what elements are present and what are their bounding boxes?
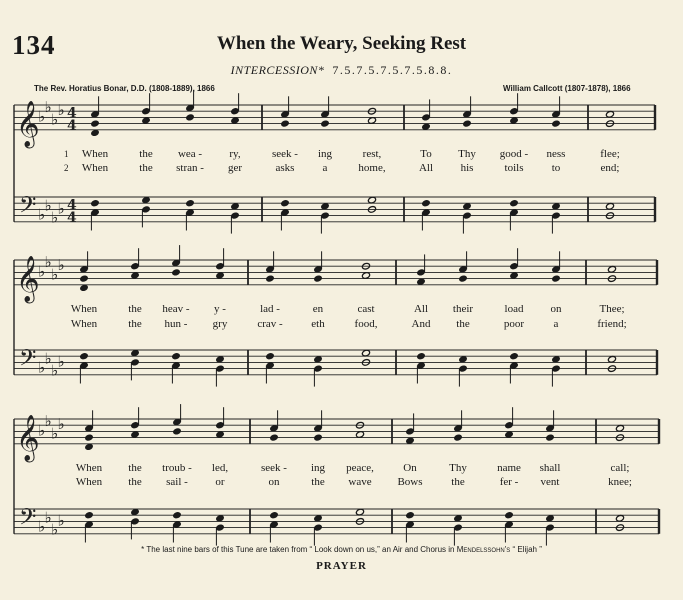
- lyric-syllable: the: [128, 462, 142, 474]
- lyric-syllable: Thee;: [599, 303, 625, 315]
- footnote-work: “ Elijah ”: [512, 545, 542, 554]
- lyric-syllable: Thy: [449, 462, 467, 474]
- note-head: [80, 275, 89, 283]
- note-head: [186, 114, 195, 122]
- lyric-syllable: fer -: [499, 476, 519, 488]
- tune-name: INTERCESSION: [230, 63, 318, 77]
- lyric-syllable: When: [70, 303, 98, 315]
- flat-sign-icon: ♭: [38, 421, 46, 440]
- lyric-syllable: Bows: [397, 476, 423, 488]
- lyric-syllable: the: [128, 318, 142, 330]
- lyric-syllable: food,: [354, 318, 378, 330]
- lyric-syllable: And: [411, 318, 431, 330]
- footnote-text: The last nine bars of this Tune are taken from “ Look down on us,” an Air and Chorus in: [146, 545, 455, 554]
- lyric-syllable: When: [75, 462, 103, 474]
- flat-sign-icon: ♭: [57, 352, 65, 371]
- lyric-syllable: To: [420, 148, 432, 160]
- lyric-syllable: good -: [499, 148, 529, 160]
- note-head: [510, 352, 519, 360]
- lyric-syllable: or: [215, 476, 225, 488]
- note-head: [546, 434, 555, 442]
- note-head: [266, 275, 275, 283]
- note-head: [463, 120, 472, 128]
- lyric-syllable: shall: [539, 462, 561, 474]
- lyric-syllable: en: [312, 303, 324, 315]
- bass-clef-icon: 𝄢: [19, 345, 37, 377]
- note-head: [186, 199, 195, 207]
- flat-sign-icon: ♭: [44, 98, 52, 117]
- lyric-syllable: the: [128, 476, 142, 488]
- flat-sign-icon: ♭: [51, 265, 59, 284]
- lyric-syllable: seek -: [261, 462, 287, 474]
- bass-clef-icon: 𝄢: [19, 504, 37, 536]
- lyric-syllable: friend;: [597, 318, 627, 330]
- lyric-syllable: ness: [546, 148, 566, 160]
- lyric-syllable: stran -: [176, 162, 204, 174]
- verse-number: 2: [64, 163, 69, 173]
- lyric-syllable: All: [413, 303, 429, 315]
- time-signature-bottom: 4: [67, 117, 77, 134]
- flat-sign-icon: ♭: [57, 199, 65, 218]
- lyric-syllable: sail -: [166, 476, 188, 488]
- note-head: [314, 275, 323, 283]
- lyric-syllable: the: [128, 303, 142, 315]
- verse-number: 1: [64, 149, 69, 159]
- note-head: [552, 275, 561, 283]
- lyric-syllable: the: [139, 148, 153, 160]
- note-head: [266, 352, 275, 360]
- lyric-syllable: heav -: [162, 303, 190, 315]
- lyric-syllable: rest,: [362, 148, 382, 160]
- note-head: [406, 511, 415, 519]
- flat-sign-icon: ♭: [44, 253, 52, 272]
- hymn-number: 134: [12, 30, 56, 60]
- lyric-syllable: the: [311, 476, 325, 488]
- flat-sign-icon: ♭: [38, 205, 46, 224]
- lyric-syllable: on: [268, 476, 280, 488]
- note-head: [459, 275, 468, 283]
- note-head: [173, 428, 182, 436]
- time-signature-bottom: 4: [67, 209, 77, 226]
- treble-clef-icon: 𝄞: [16, 414, 40, 461]
- note-head: [172, 269, 181, 277]
- note-head: [417, 352, 426, 360]
- footnote: [0, 545, 683, 554]
- treble-clef-icon: 𝄞: [16, 100, 40, 147]
- lyric-syllable: wea -: [177, 148, 203, 160]
- lyric-syllable: wave: [348, 476, 372, 488]
- note-head: [91, 120, 100, 128]
- note-head: [91, 199, 100, 207]
- flat-sign-icon: ♭: [51, 361, 59, 380]
- lyric-syllable: the: [456, 318, 470, 330]
- flat-sign-icon: ♭: [57, 101, 65, 120]
- lyric-syllable: ing: [310, 462, 326, 474]
- lyric-syllable: On: [403, 462, 417, 474]
- lyric-syllable: When: [70, 318, 98, 330]
- lyric-syllable: cast: [357, 303, 375, 315]
- footnote-composer: Mendelssohn's: [456, 545, 511, 554]
- note-head: [454, 434, 463, 442]
- note-head: [321, 120, 330, 128]
- lyric-syllable: a: [322, 162, 328, 174]
- lyric-syllable: peace,: [346, 462, 374, 474]
- lyric-syllable: vent: [540, 476, 560, 488]
- lyric-syllable: ger: [227, 162, 243, 174]
- time-signature-top: 4: [67, 105, 77, 122]
- lyric-syllable: flee;: [600, 148, 620, 160]
- lyric-syllable: on: [550, 303, 562, 315]
- lyric-syllable: ry,: [229, 148, 241, 160]
- treble-clef-icon: 𝄞: [16, 255, 40, 302]
- flat-sign-icon: ♭: [51, 208, 59, 227]
- lyric-syllable: When: [81, 162, 109, 174]
- note-head: [270, 511, 279, 519]
- lyric-syllable: hun -: [164, 318, 188, 330]
- flat-sign-icon: ♭: [57, 256, 65, 275]
- lyric-syllable: their: [452, 303, 474, 315]
- flat-sign-icon: ♭: [38, 107, 46, 126]
- lyric-syllable: led,: [211, 462, 229, 474]
- lyric-syllable: name: [497, 462, 521, 474]
- lyric-syllable: the: [451, 476, 465, 488]
- lyric-syllable: ing: [317, 148, 333, 160]
- note-head: [281, 120, 290, 128]
- lyric-syllable: lad -: [260, 303, 280, 315]
- flat-sign-icon: ♭: [57, 415, 65, 434]
- flat-sign-icon: ♭: [38, 262, 46, 281]
- lyric-syllable: the: [139, 162, 153, 174]
- note-head: [80, 352, 89, 360]
- lyric-syllable: end;: [600, 162, 620, 174]
- lyric-syllable: seek -: [272, 148, 298, 160]
- note-head: [281, 199, 290, 207]
- flat-sign-icon: ♭: [38, 517, 46, 536]
- lyric-syllable: toils: [504, 162, 524, 174]
- footnote-mark: *: [141, 545, 145, 554]
- hymn-title: When the Weary, Seeking Rest: [216, 33, 467, 54]
- flat-sign-icon: ♭: [38, 358, 46, 377]
- lyric-syllable: troub -: [162, 462, 192, 474]
- flat-sign-icon: ♭: [44, 412, 52, 431]
- flat-sign-icon: ♭: [44, 508, 52, 527]
- flat-sign-icon: ♭: [57, 511, 65, 530]
- time-signature-top: 4: [67, 197, 77, 214]
- flat-sign-icon: ♭: [44, 196, 52, 215]
- lyric-syllable: When: [81, 148, 109, 160]
- note-head: [85, 434, 94, 442]
- footnote-mark: *: [317, 63, 325, 77]
- note-head: [270, 434, 279, 442]
- lyric-syllable: knee;: [608, 476, 632, 488]
- next-section-heading: PRAYER: [316, 560, 367, 572]
- lyric-syllable: All: [418, 162, 434, 174]
- lyric-syllable: a: [553, 318, 559, 330]
- bass-clef-icon: 𝄢: [19, 192, 37, 224]
- note-head: [505, 511, 514, 519]
- lyric-syllable: his: [460, 162, 474, 174]
- note-head: [510, 199, 519, 207]
- note-head: [552, 120, 561, 128]
- meter: 7.5.7.5.7.5.7.5.8.8.: [332, 63, 453, 77]
- lyric-syllable: load: [504, 303, 524, 315]
- words-credit: The Rev. Horatius Bonar, D.D. (1808-1889), 1866: [34, 84, 215, 93]
- music-credit: William Callcott (1807-1878), 1866: [503, 84, 631, 93]
- flat-sign-icon: ♭: [51, 424, 59, 443]
- lyric-syllable: asks: [275, 162, 295, 174]
- lyric-syllable: gry: [212, 318, 228, 330]
- note-head: [172, 352, 181, 360]
- note-head: [173, 511, 182, 519]
- lyric-syllable: eth: [311, 318, 325, 330]
- note-head: [85, 511, 94, 519]
- flat-sign-icon: ♭: [51, 520, 59, 539]
- lyric-syllable: Thy: [458, 148, 476, 160]
- lyric-syllable: home,: [358, 162, 386, 174]
- flat-sign-icon: ♭: [44, 349, 52, 368]
- lyric-syllable: to: [551, 162, 561, 174]
- lyric-syllable: y -: [214, 303, 226, 315]
- note-head: [422, 199, 431, 207]
- lyric-syllable: call;: [610, 462, 630, 474]
- lyric-syllable: poor: [503, 318, 525, 330]
- lyric-syllable: crav -: [257, 318, 283, 330]
- note-head: [314, 434, 323, 442]
- lyric-syllable: When: [75, 476, 103, 488]
- flat-sign-icon: ♭: [51, 110, 59, 129]
